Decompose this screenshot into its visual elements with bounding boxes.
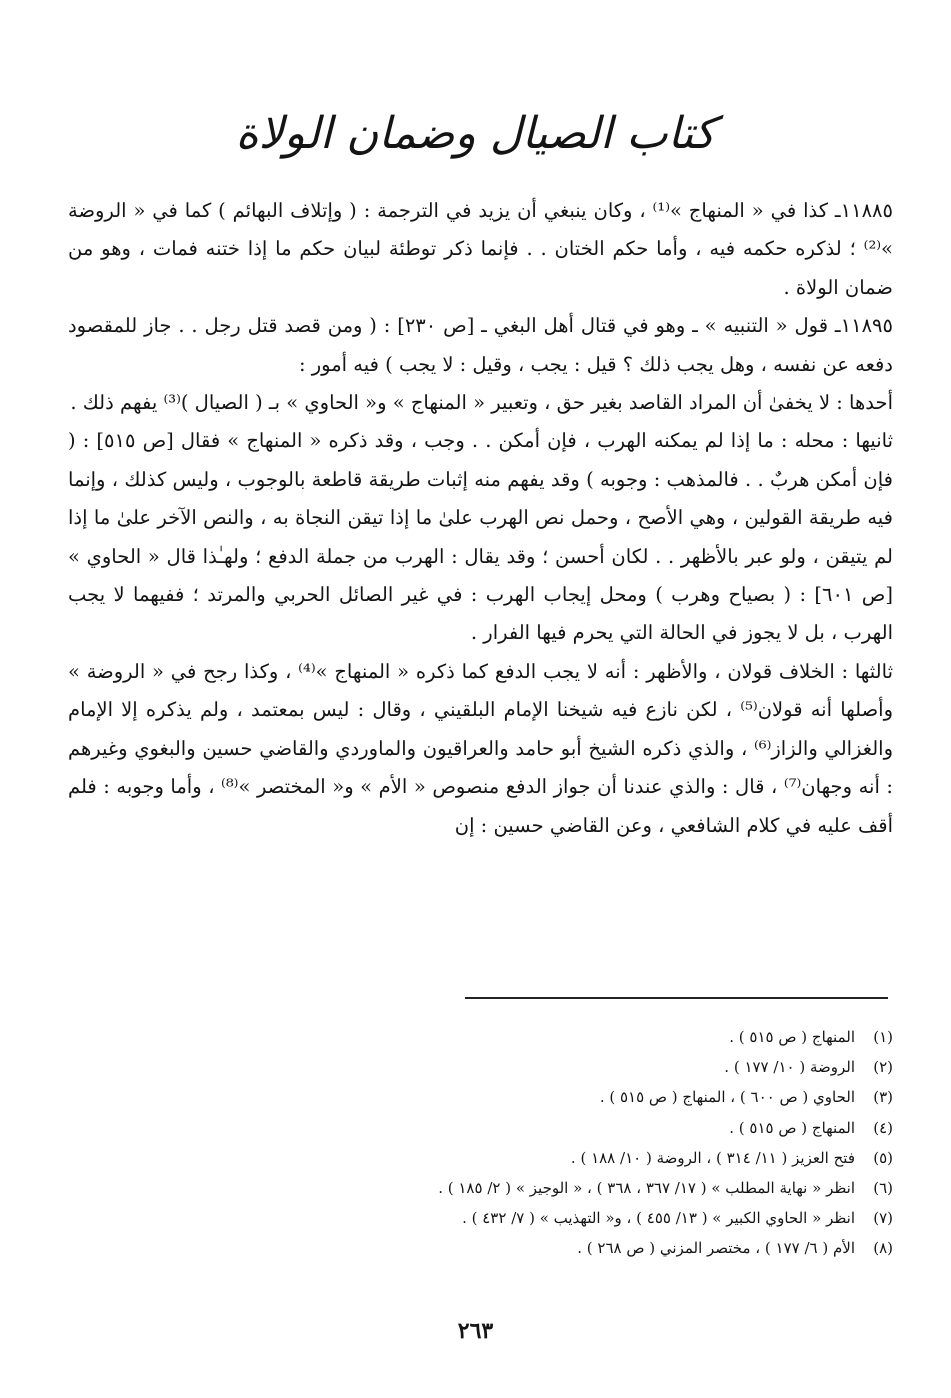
footnote-text: انظر « نهاية المطلب » ( ١٧/ ٣٦٧ ، ٣٦٨ ) ، « الوجيز » ( ٢/ ١٨٥ ) . [438, 1179, 855, 1198]
footnote-2 [120, 1052, 893, 1082]
footnote-text: انظر « الحاوي الكبير » ( ١٣/ ٤٥٥ ) ، و« التهذيب » ( ٧/ ٤٣٢ ) . [462, 1209, 855, 1228]
footnote-marker: (٣) [873, 1088, 893, 1107]
footnotes [120, 1022, 893, 1264]
footnote-marker: (٧) [873, 1209, 893, 1228]
footnote-text: المنهاج ( ص ٥١٥ ) . [729, 1028, 855, 1046]
footnote-3 [120, 1082, 893, 1112]
footnote-marker: (٦) [873, 1179, 893, 1198]
footnote-text: المنهاج ( ص ٥١٥ ) . [729, 1118, 855, 1137]
page-number: ٢٦٣ [457, 1318, 494, 1344]
footnote-text: الأم ( ٦/ ١٧٧ ) ، مختصر المزني ( ص ٢٦٨ ) . [577, 1239, 855, 1258]
footnote-6 [120, 1173, 893, 1203]
footnote-text: الحاوي ( ص ٦٠٠ ) ، المنهاج ( ص ٥١٥ ) . [599, 1088, 855, 1107]
main-text [68, 192, 893, 845]
footnote-5 [120, 1143, 893, 1173]
footnote-7 [120, 1203, 893, 1233]
chapter-title: كتاب الصيال وضمان الولاة [235, 108, 716, 159]
footnote-marker: (٢) [873, 1058, 893, 1077]
footnote-divider [465, 997, 888, 999]
footnote-marker: (٥) [873, 1148, 893, 1167]
footnote-marker: (٨) [873, 1239, 893, 1258]
footnote-text: الروضة ( ١٠/ ١٧٧ ) . [724, 1058, 855, 1077]
paragraph-1189: ١١٨٩٥ـ قول « التنبيه » ـ وهو في قتال أهل البغي ـ [ص ٢٣٠] : ( ومن قصد قتل رجل . . جاز للمقصود دفعه عن نفسه ، وهل يجب ذلك ؟ قيل : يجب ، وقيل : لا يجب ) فيه أمور : [68, 314, 893, 376]
footnote-1 [120, 1022, 893, 1052]
footnote-marker: (١) [873, 1028, 893, 1046]
footnote-4 [120, 1113, 893, 1143]
paragraph-1188: ١١٨٨٥ـ كذا في « المنهاج »⁽¹⁾ ، وكان ينبغي أن يزيد في الترجمة : ( وإتلاف البهائم ) كما في « الروضة »⁽²⁾ ؛ لذكره حكمه فيه ، وأما حكم الختان . . فإنما ذكر توطئة لبيان حكم ما إذا ختنه فمات ، وهو من ضمان الولاة . [68, 199, 893, 299]
footnote-8 [120, 1233, 893, 1263]
paragraph-third-point: ثالثها : الخلاف قولان ، والأظهر : أنه لا يجب الدفع كما ذكره « المنهاج »⁽⁴⁾ ، وكذا رجح في « الروضة » وأصلها أنه قولان⁽⁵⁾ ، لكن نازع فيه شيخنا الإمام البلقيني ، وقال : ليس بمعتمد ، ولم يذكره إلا الإمام والغزالي والزاز⁽⁶⁾ ، والذي ذكره الشيخ أبو حامد والعراقيون والماوردي والقاضي حسين والبغوي وغيرهم : أنه وجهان⁽⁷⁾ ، قال : والذي عندنا أن جواز الدفع منصوص « الأم » و« المختصر »⁽⁸⁾ ، وأما وجوبه : فلم أقف عليه في كلام الشافعي ، وعن القاضي حسين : إن [68, 659, 894, 837]
paragraph-second-point: ثانيها : محله : ما إذا لم يمكنه الهرب ، فإن أمكن . . وجب ، وقد ذكره « المنهاج » فقال [ص ٥١٥] : ( فإن أمكن هربٌ . . فالمذهب : وجوبه ) وقد يفهم منه إثبات طريقة قاطعة بالوجوب ، وليس كذلك ، وإنما فيه طريقة القولين ، وهي الأصح ، وحمل نص الهرب علىٰ ما إذا تيقن النجاة به ، والنص الآخر علىٰ ما إذا لم يتيقن ، ولو عبر بالأظهر . . لكان أحسن ؛ وقد يقال : الهرب من جملة الدفع ؛ ولهـٰذا قال « الحاوي » [ص ٦٠١] : ( بصياح وهرب ) ومحل إيجاب الهرب : في غير الصائل الحربي والمرتد ؛ ففيهما لا يجب الهرب ، بل لا يجوز في الحالة التي يحرم فيها الفرار . [68, 429, 893, 645]
footnote-text: فتح العزيز ( ١١/ ٣١٤ ) ، الروضة ( ١٠/ ١٨٨ ) . [570, 1148, 855, 1167]
paragraph-first-point: أحدها : لا يخفىٰ أن المراد القاصد بغير حق ، وتعبير « المنهاج » و« الحاوي » بـ ( الصيال )⁽³⁾ يفهم ذلك . [70, 391, 893, 415]
footnote-marker: (٤) [873, 1118, 893, 1137]
